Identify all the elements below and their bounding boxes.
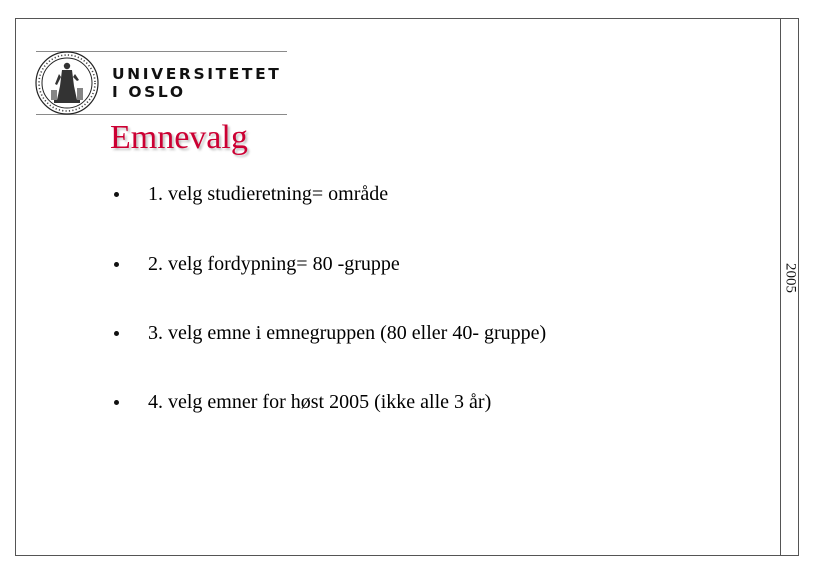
side-year-label: 2005 xyxy=(782,263,799,293)
bullet-dot-icon xyxy=(114,400,119,405)
bullet-dot-icon xyxy=(114,262,119,267)
university-seal-icon xyxy=(33,50,101,116)
bullet-text: 3. velg emne i emnegruppen (80 eller 40- gruppe) xyxy=(148,322,547,344)
wordmark-line-2: I OSLO xyxy=(112,83,186,101)
bullet-text: 1. velg studieretning= område xyxy=(148,183,389,205)
bullet-dot-icon xyxy=(114,192,119,197)
wordmark-line-1: UNIVERSITETET xyxy=(112,65,282,83)
university-wordmark xyxy=(112,65,281,101)
bullet-text: 4. velg emner for høst 2005 (ikke alle 3 år) xyxy=(148,391,492,413)
bullet-dot-icon xyxy=(114,331,119,336)
slide-title: Emnevalg xyxy=(110,119,248,156)
bullet-text: 2. velg fordypning= 80 -gruppe xyxy=(148,253,400,275)
